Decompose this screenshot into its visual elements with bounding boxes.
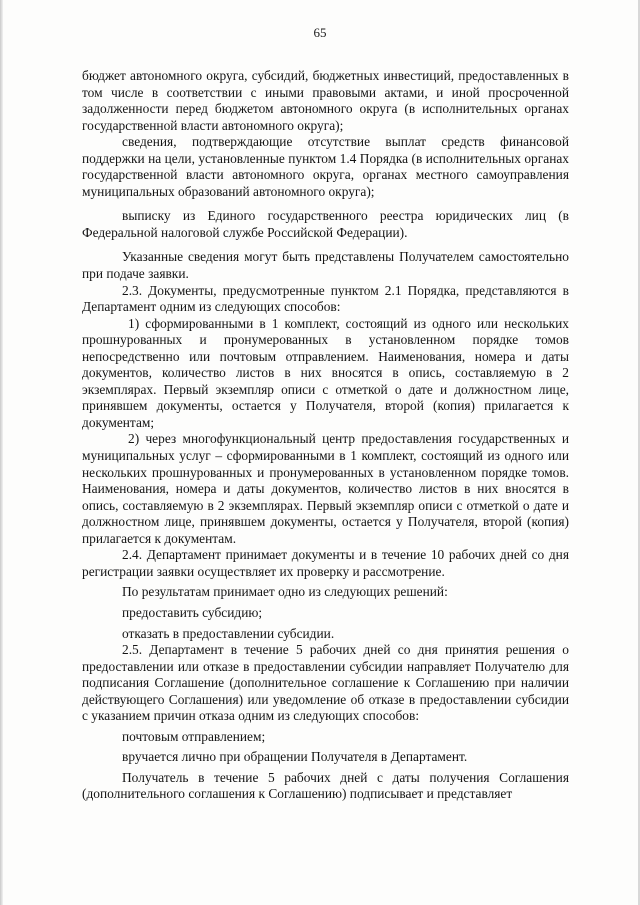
paragraph-grant-subsidy: предоставить субсидию; (122, 604, 263, 620)
paragraph-2-5: 2.5. Департамент в течение 5 рабочих дней со дня принятия решения о предоставлении или отказе в предоставлении субсидии направляет Получателю для подписания Соглашение (дополнительное соглашение к Соглашению при наличии действующего Соглашения) или уведомление об отказе в предоставлении субсидии с указанием причин отказа одним из следующих способов: (82, 642, 569, 724)
paragraph-recipient-signs: Получатель в течение 5 рабочих дней с даты получения Соглашения (дополнительного соглашения к Соглашению) подписывает и представляет (82, 769, 569, 802)
paragraph-self-submission: Указанные сведения могут быть представлены Получателем самостоятельно при подаче заявки. (82, 249, 569, 282)
paragraph-egrul-extract: выписку из Единого государственного реестра юридических лиц (в Федеральной налоговой службе Российской Федерации). (82, 208, 569, 240)
paragraph-decision-options: По результатам принимает одно из следующих решений: (122, 584, 448, 600)
paragraph-method-1: 1) сформированными в 1 комплект, состоящий из одного или нескольких прошнурованных и пронумерованных в установленном порядке томов непосредственно или почтовым отправлением. Наименования, номера и даты документов, количество листов в них вносятся в опись, составляемую в 2 экземплярах. Первый экземпляр описи с отметкой о дате и должностном лице, принявшем документы, остается у Получателя, второй (копия) прилагается к документам; (82, 315, 569, 430)
page-number: 65 (313, 25, 327, 40)
paragraph-by-mail: почтовым отправлением; (122, 728, 266, 744)
scan-edge-left (0, 0, 3, 905)
paragraph-debt-continuation: бюджет автономного округа, субсидий, бюджетных инвестиций, предоставленных в том числе в соответствии с иными правовыми актами, и иной просроченной задолженности перед бюджетом автономного округа (в исполнительных органах государственной власти автономного округа); (82, 68, 569, 133)
paragraph-financial-support-info: сведения, подтверждающие отсутствие выплат средств финансовой поддержки на цели, установленные пунктом 1.4 Порядка (в исполнительных органах государственной власти автономного округа, органах местного самоуправления муниципальных образований автономного округа); (82, 134, 569, 199)
paragraph-2-3: 2.3. Документы, предусмотренные пунктом 2.1 Порядка, представляются в Департамент одним из следующих способов: (82, 282, 569, 315)
paragraph-method-2: 2) через многофункциональный центр предоставления государственных и муниципальных услуг – сформированными в 1 комплект, состоящий из одного или нескольких прошнурованных и пронумерованных в установленном порядке томов. Наименования, номера и даты документов, количество листов в них вносятся в опись, составляемую в 2 экземплярах. Первый экземпляр описи с отметкой о дате и должностном лице, принявшем документы, остается у Получателя, второй (копия) прилагается к документам. (82, 431, 569, 546)
document-body (82, 68, 569, 803)
paragraph-2-4: 2.4. Департамент принимает документы и в течение 10 рабочих дней со дня регистрации заявки осуществляет их проверку и рассмотрение. (82, 547, 569, 579)
paragraph-in-person: вручается лично при обращении Получателя в Департамент. (122, 749, 468, 765)
paragraph-refuse-subsidy: отказать в предоставлении субсидии. (122, 625, 335, 641)
